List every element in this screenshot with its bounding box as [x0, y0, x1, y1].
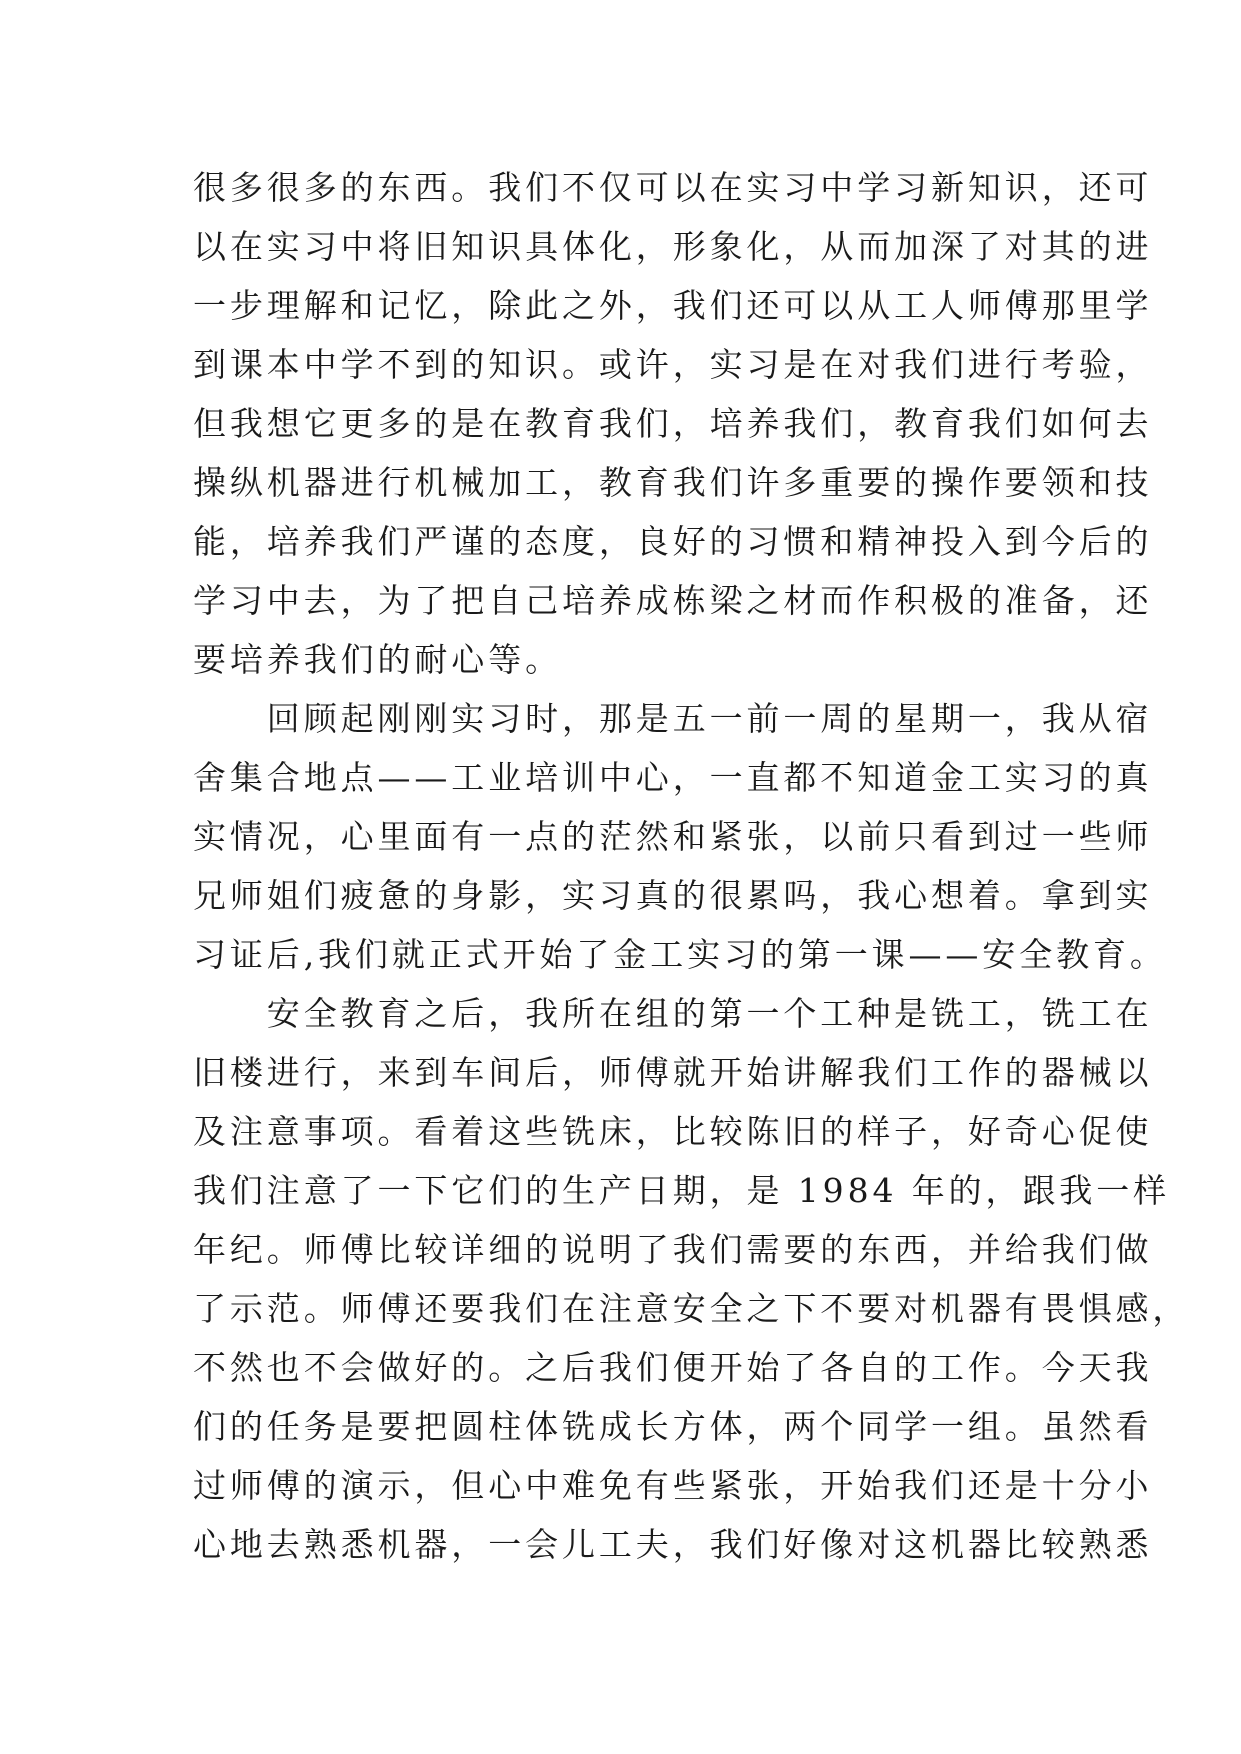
text-line: 兄师姐们疲惫的身影，实习真的很累吗，我心想着。拿到实 — [193, 876, 1153, 915]
text-line: 实情况，心里面有一点的茫然和紧张，以前只看到过一些师 — [193, 817, 1153, 856]
text-line: 习证后,我们就正式开始了金工实习的第一课——安全教育。 — [193, 935, 1167, 974]
text-line: 但我想它更多的是在教育我们，培养我们，教育我们如何去 — [193, 404, 1153, 443]
text-line: 心地去熟悉机器，一会儿工夫，我们好像对这机器比较熟悉 — [193, 1525, 1153, 1564]
text-line: 回顾起刚刚实习时，那是五一前一周的星期一，我从宿 — [193, 699, 1153, 738]
text-line: 以在实习中将旧知识具体化，形象化，从而加深了对其的进 — [193, 227, 1153, 266]
text-line: 我们注意了一下它们的生产日期，是 1984 年的，跟我一样 — [193, 1171, 1171, 1210]
text-line: 能，培养我们严谨的态度，良好的习惯和精神投入到今后的 — [193, 522, 1153, 561]
text-line: 很多很多的东西。我们不仅可以在实习中学习新知识，还可 — [193, 168, 1153, 207]
text-line: 过师傅的演示，但心中难免有些紧张，开始我们还是十分小 — [193, 1466, 1153, 1505]
text-line: 安全教育之后，我所在组的第一个工种是铣工，铣工在 — [193, 994, 1153, 1033]
text-line: 旧楼进行，来到车间后，师傅就开始讲解我们工作的器械以 — [193, 1053, 1153, 1092]
text-line: 到课本中学不到的知识。或许，实习是在对我们进行考验， — [193, 345, 1153, 384]
text-line: 学习中去，为了把自己培养成栋梁之材而作积极的准备，还 — [193, 581, 1153, 620]
text-line: 年纪。师傅比较详细的说明了我们需要的东西，并给我们做 — [193, 1230, 1153, 1269]
body-text — [193, 158, 1190, 1574]
text-line: 不然也不会做好的。之后我们便开始了各自的工作。今天我 — [193, 1348, 1153, 1387]
text-line: 舍集合地点——工业培训中心，一直都不知道金工实习的真 — [193, 758, 1153, 797]
text-line: 及注意事项。看着这些铣床，比较陈旧的样子，好奇心促使 — [193, 1112, 1153, 1151]
text-line: 要培养我们的耐心等。 — [193, 640, 562, 679]
text-line: 操纵机器进行机械加工，教育我们许多重要的操作要领和技 — [193, 463, 1153, 502]
text-line: 们的任务是要把圆柱体铣成长方体，两个同学一组。虽然看 — [193, 1407, 1153, 1446]
text-line: 一步理解和记忆，除此之外，我们还可以从工人师傅那里学 — [193, 286, 1153, 325]
text-line: 了示范。师傅还要我们在注意安全之下不要对机器有畏惧感， — [193, 1289, 1190, 1328]
